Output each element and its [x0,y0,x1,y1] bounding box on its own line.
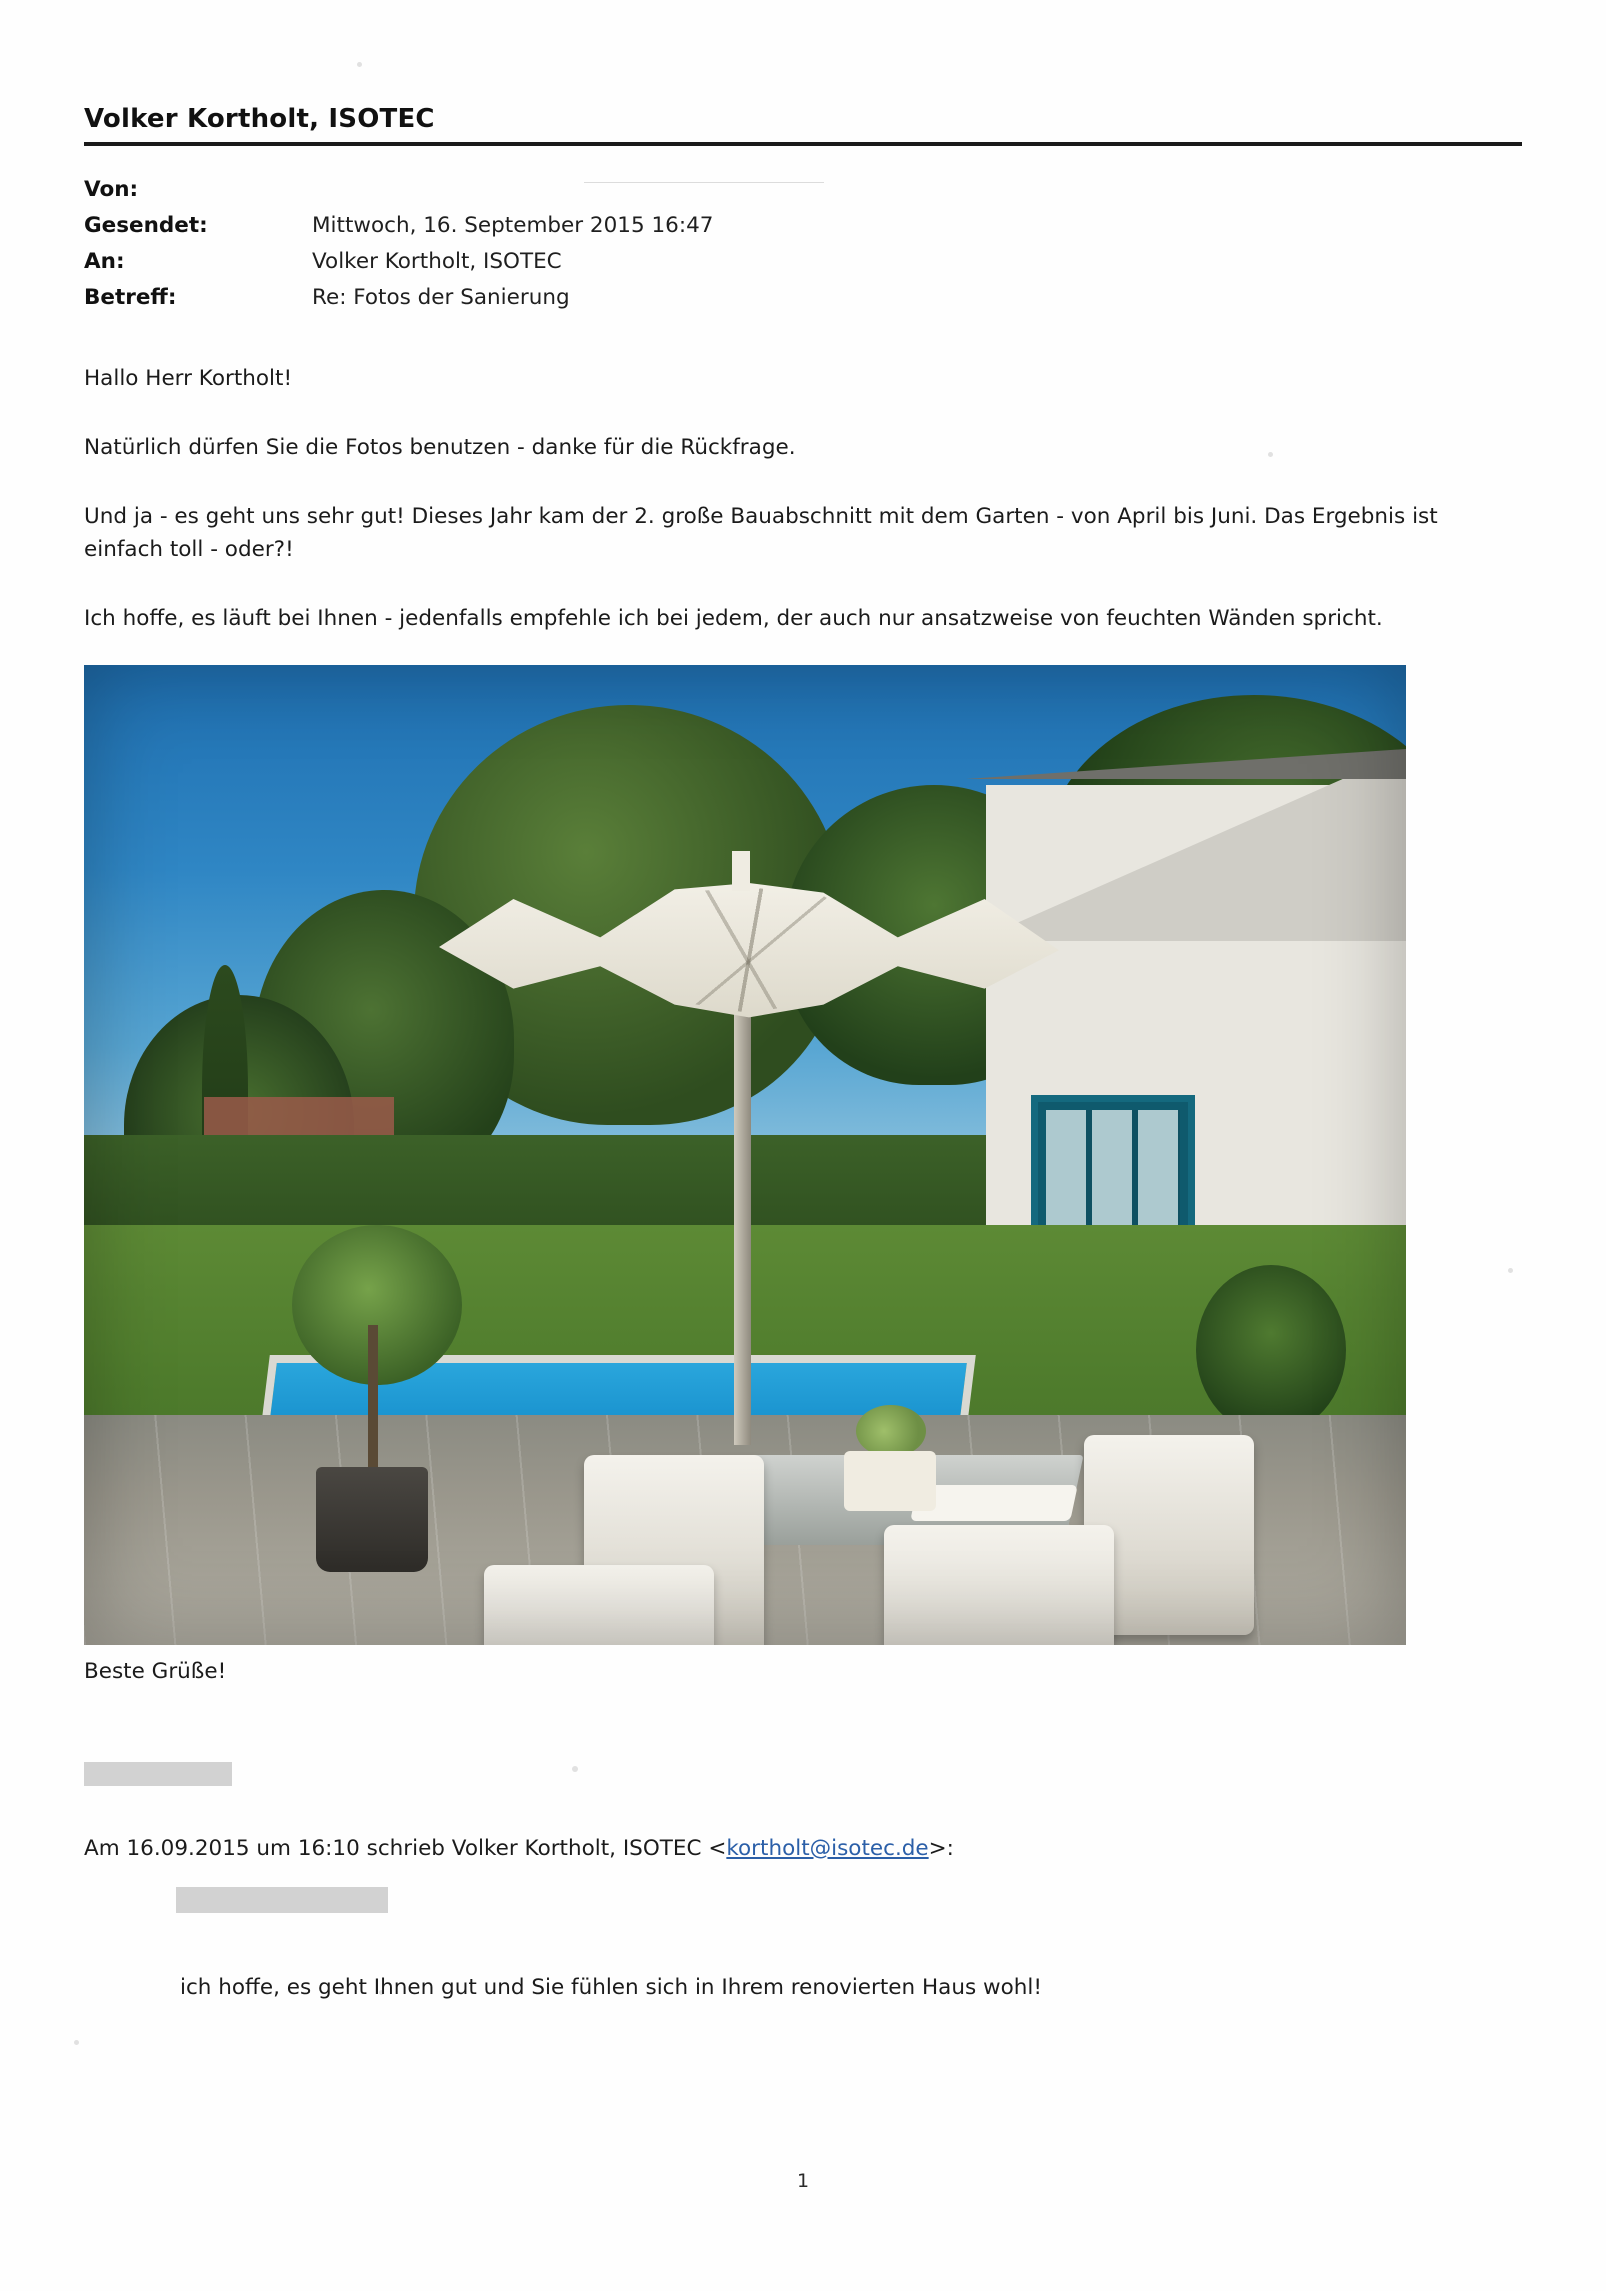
redacted-quote-sender [176,1887,388,1913]
email-header-fields [84,172,1522,316]
header-divider [84,142,1522,146]
scan-speck [357,62,362,67]
body-paragraph-2: Und ja - es geht uns sehr gut! Dieses Jahr kam der 2. große Bauabschnitt mit dem Garten - von April bis Juni. Das Ergebnis ist einfach toll - oder?! [84,504,1438,562]
field-row-gesendet [84,208,1522,244]
email-document [84,104,1522,2004]
photo-vignette [84,665,1406,1645]
email-body [84,362,1522,2004]
scan-artifact-line [584,182,824,183]
field-row-von [84,172,1522,208]
field-row-an [84,244,1522,280]
field-row-betreff [84,280,1522,316]
quote-intro-suffix: >: [928,1836,954,1861]
body-closing: Beste Grüße! [84,1659,227,1684]
redacted-quote-sender-row [84,1865,1522,1913]
field-value-gesendet: Mittwoch, 16. September 2015 16:47 [312,213,714,238]
field-label-gesendet: Gesendet: [84,213,208,238]
field-value-an: Volker Kortholt, ISOTEC [312,249,562,274]
field-value-betreff: Re: Fotos der Sanierung [312,285,570,310]
field-label-von: Von: [84,177,139,202]
field-label-betreff: Betreff: [84,285,177,310]
page-number: 1 [796,2170,810,2192]
quoted-text: ich hoffe, es geht Ihnen gut und Sie fühlen sich in Ihrem renovierten Haus wohl! [180,1975,1042,2000]
quote-intro-prefix: Am 16.09.2015 um 16:10 schrieb Volker Kortholt, ISOTEC < [84,1836,727,1861]
garden-photo-canvas [84,665,1406,1645]
garden-photo [84,665,1406,1645]
sender-email-link[interactable]: kortholt@isotec.de [726,1836,929,1861]
quote-intro [84,1832,1522,1865]
page-title: Volker Kortholt, ISOTEC [84,104,435,134]
field-label-an: An: [84,249,125,274]
redacted-signature [84,1762,232,1786]
signature-block [84,1688,1522,1786]
body-greeting: Hallo Herr Kortholt! [84,366,293,391]
body-paragraph-3: Ich hoffe, es läuft bei Ihnen - jedenfalls empfehle ich bei jedem, der auch nur ansatzweise von feuchten Wänden spricht. [84,606,1383,631]
body-paragraph-1: Natürlich dürfen Sie die Fotos benutzen - danke für die Rückfrage. [84,435,796,460]
scan-speck [74,2040,79,2045]
